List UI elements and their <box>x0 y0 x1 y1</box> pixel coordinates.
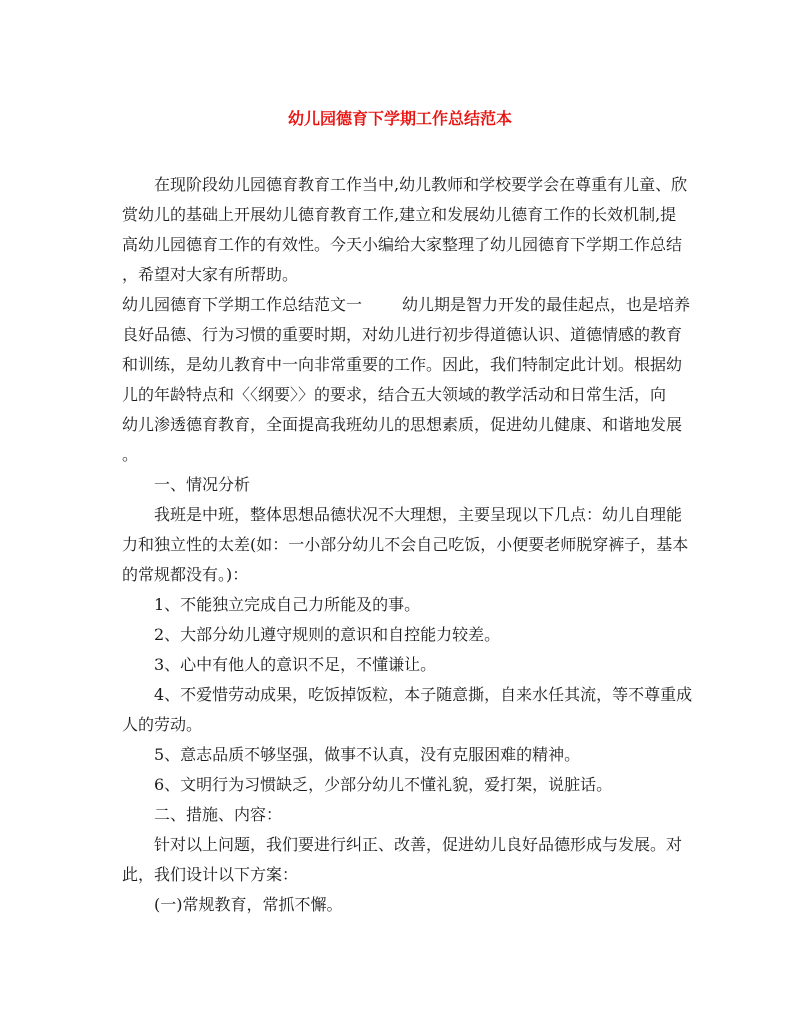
measures-line: 此，我们设计以下方案： <box>122 865 299 884</box>
section-line: 。 <box>122 445 139 464</box>
section-line: 儿的年龄特点和〈〈纲要〉〉的要求，结合五大领域的教学活动和日常生活，向 <box>122 385 667 404</box>
section-first-line <box>122 290 691 320</box>
list-item <box>122 680 693 740</box>
list-item <box>122 740 678 770</box>
list-item-line: 2、大部分幼儿遵守规则的意识和自控能力较差。 <box>154 625 501 644</box>
section-heading: 幼儿园德育下学期工作总结范文一 <box>122 295 363 314</box>
list-item <box>122 650 678 680</box>
measures-paragraph <box>122 830 683 890</box>
subheading: (一)常规教育，常抓不懈。 <box>154 895 343 914</box>
list-item-line: 1、不能独立完成自己力所能及的事。 <box>154 595 421 614</box>
list-item <box>122 590 678 620</box>
intro-line: ，希望对大家有所帮助。 <box>122 265 299 284</box>
situation-line: 的常规都没有。)： <box>122 565 249 584</box>
list-item <box>122 620 678 650</box>
situation-line: 力和独立性的太差(如：一小部分幼儿不会自己吃饭，小便要老师脱穿裤子，基本 <box>122 535 689 554</box>
intro-line: 高幼儿园德育工作的有效性。今天小编给大家整理了幼儿园德育下学期工作总结 <box>122 235 683 254</box>
intro-line: 在现阶段幼儿园德育教育工作当中,幼儿教师和学校要学会在尊重有儿童、欣 <box>154 175 688 194</box>
intro-paragraph <box>122 170 688 290</box>
section-line: 良好品德、行为习惯的重要时期，对幼儿进行初步得道德认识、道德情感的教育 <box>122 325 683 344</box>
situation-heading-paragraph <box>122 470 678 500</box>
section-line: 和训练，是幼儿教育中一向非常重要的工作。因此，我们特制定此计划。根据幼 <box>122 355 683 374</box>
list-item <box>122 770 678 800</box>
document-title: 幼儿园德育下学期工作总结范本 <box>287 109 512 128</box>
document-body <box>122 170 693 920</box>
measures-heading: 二、措施、内容： <box>154 805 283 824</box>
intro-line: 赏幼儿的基础上开展幼儿德育教育工作,建立和发展幼儿德育工作的长效机制,提 <box>122 205 677 224</box>
list-item-line: 4、不爱惜劳动成果，吃饭掉饭粒，本子随意撕，自来水任其流，等不尊重成 <box>154 685 693 704</box>
situation-line: 我班是中班，整体思想品德状况不大理想，主要呈现以下几点：幼儿自理能 <box>154 505 683 524</box>
situation-heading: 一、情况分析 <box>154 475 251 494</box>
measures-heading-paragraph <box>122 800 678 830</box>
list-item-line: 6、文明行为习惯缺乏，少部分幼儿不懂礼貌，爱打架，说脏话。 <box>154 775 613 794</box>
section-line: 幼儿期是智力开发的最佳起点，也是培养 <box>402 295 691 314</box>
subheading-paragraph <box>122 890 678 920</box>
list-item-line: 3、心中有他人的意识不足，不懂谦让。 <box>154 655 437 674</box>
section-line: 幼儿渗透德育教育，全面提高我班幼儿的思想素质，促进幼儿健康、和谐地发展 <box>122 415 683 434</box>
section-paragraph <box>122 290 691 470</box>
situation-paragraph <box>122 500 689 590</box>
measures-line: 针对以上问题，我们要进行纠正、改善，促进幼儿良好品德形成与发展。对 <box>154 835 683 854</box>
list-item-line: 5、意志品质不够坚强，做事不认真，没有克服困难的精神。 <box>154 745 581 764</box>
list-item-line: 人的劳动。 <box>122 715 203 734</box>
